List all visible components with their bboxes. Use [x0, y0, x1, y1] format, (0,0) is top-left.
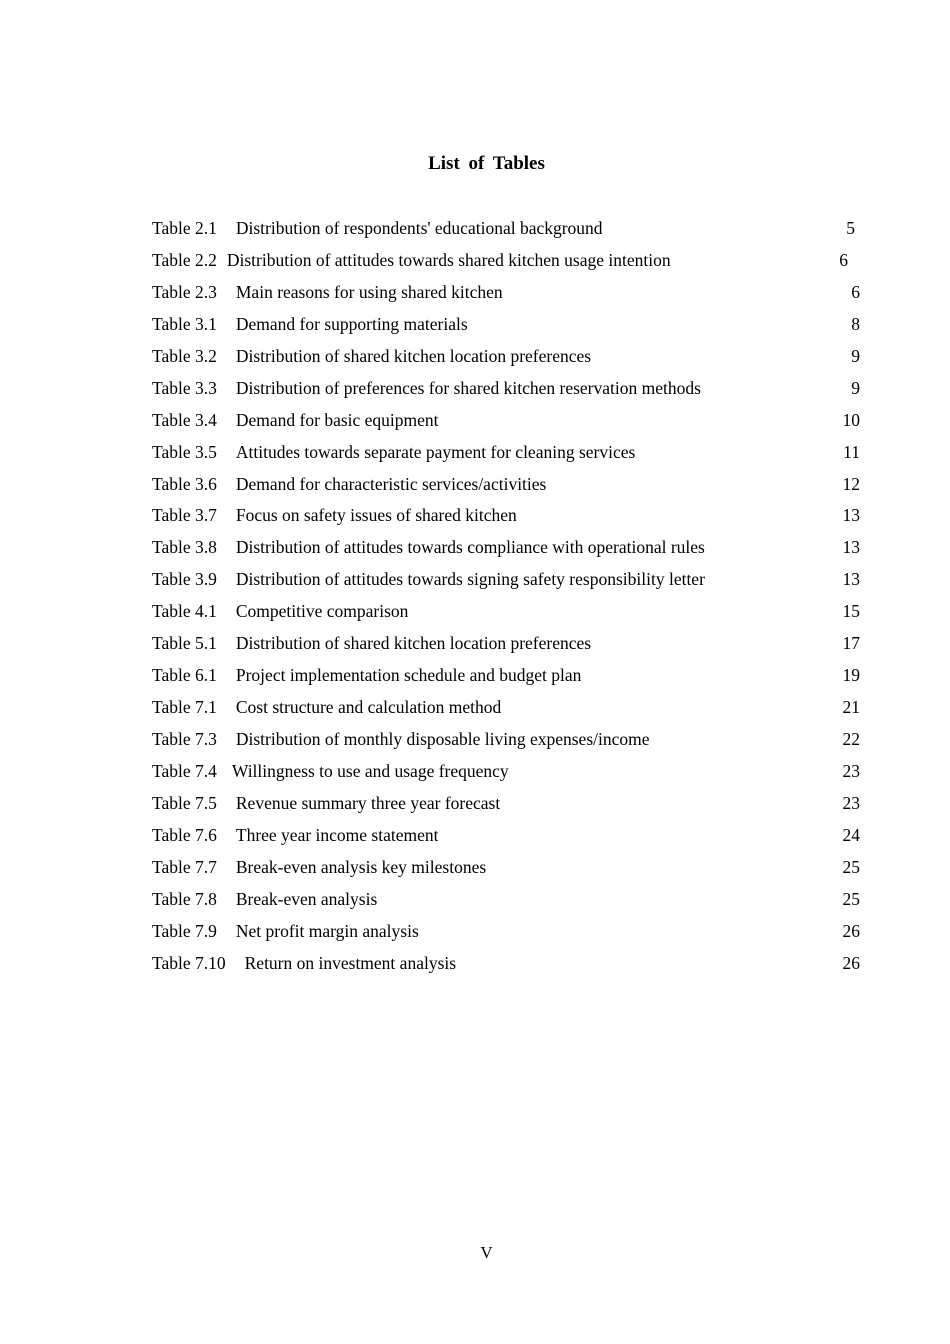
toc-entry-label: Table 3.2 [152, 345, 217, 366]
toc-entry-label: Table 7.5 [152, 792, 217, 813]
toc-entry[interactable] [152, 758, 860, 790]
toc-entry[interactable] [152, 726, 860, 758]
toc-entry[interactable] [152, 950, 860, 982]
toc-entry[interactable] [152, 502, 860, 534]
toc-entry-title: Distribution of attitudes towards shared kitchen usage intention [226, 249, 671, 270]
toc-entry[interactable] [152, 534, 860, 566]
toc-entry-label: Table 7.1 [152, 697, 217, 718]
toc-entry-label: Table 2.3 [152, 281, 217, 302]
toc-entry-page: 9 [851, 345, 860, 366]
toc-entry-title: Demand for characteristic services/activities [235, 473, 547, 494]
toc-entry-title: Break-even analysis key milestones [235, 856, 487, 877]
toc-entry-page: 17 [842, 633, 860, 654]
toc-entry-label: Table 3.1 [152, 313, 217, 334]
toc-entry-page: 13 [842, 505, 860, 526]
toc-entry[interactable] [152, 247, 860, 279]
toc-entry-label: Table 3.7 [152, 505, 217, 526]
toc-entry[interactable] [152, 854, 860, 886]
toc-entry-page: 24 [842, 824, 860, 845]
toc-entry[interactable] [152, 439, 860, 471]
toc-entry-label: Table 2.1 [152, 218, 217, 238]
toc-entry[interactable] [152, 471, 860, 503]
toc-entry-title: Demand for supporting materials [235, 313, 468, 334]
toc-entry-page: 22 [842, 729, 860, 749]
toc-entry-label: Table 4.1 [152, 601, 217, 622]
toc-entry-title: Demand for basic equipment [235, 409, 439, 430]
toc-entry-title: Cost structure and calculation method [235, 697, 502, 718]
toc-entry[interactable] [152, 822, 860, 854]
toc-entry-title: Main reasons for using shared kitchen [235, 281, 503, 302]
toc-entry-page: 12 [842, 473, 860, 494]
toc-entry-title: Project implementation schedule and budget plan [235, 665, 582, 686]
toc-entry[interactable] [152, 630, 860, 662]
toc-entry-page: 23 [842, 760, 860, 781]
toc-entry-page: 5 [846, 218, 855, 238]
toc-entry-page: 15 [842, 601, 860, 622]
toc-entry-title: Distribution of respondents' educational background [235, 218, 603, 238]
toc-entry[interactable] [152, 694, 860, 726]
toc-entry-label: Table 7.3 [152, 729, 217, 749]
toc-entry-label: Table 3.6 [152, 473, 217, 494]
toc-entry[interactable] [152, 662, 860, 694]
toc-entry-label: Table 7.4 [152, 760, 217, 781]
toc-entry-page: 13 [842, 537, 860, 558]
toc-entry-page: 25 [842, 856, 860, 877]
toc-entry-label: Table 7.8 [152, 888, 217, 909]
toc-entry-title: Return on investment analysis [244, 952, 457, 973]
toc-entry-page: 6 [839, 249, 848, 270]
toc-entry-title: Distribution of shared kitchen location preferences [235, 345, 592, 366]
toc-entry[interactable] [152, 790, 860, 822]
toc-entry[interactable] [152, 918, 860, 950]
page-title: List of Tables [428, 153, 545, 174]
page-number: V [480, 1243, 493, 1262]
toc-entry-label: Table 7.7 [152, 856, 217, 877]
toc-entry-title: Attitudes towards separate payment for cleaning services [235, 441, 636, 462]
toc-entry-label: Table 6.1 [152, 665, 217, 686]
toc-entry-page: 26 [842, 952, 860, 973]
toc-entry-title: Willingness to use and usage frequency [231, 760, 509, 781]
toc-entry-label: Table 7.9 [152, 920, 217, 941]
toc-entry-page: 25 [842, 888, 860, 909]
toc-entry-title: Competitive comparison [235, 601, 409, 622]
toc-entry[interactable] [152, 407, 860, 439]
toc-entry-label: Table 3.3 [152, 377, 217, 398]
toc-entry-label: Table 5.1 [152, 633, 217, 654]
toc-entry-page: 6 [851, 281, 860, 302]
toc-entry-label: Table 3.8 [152, 537, 217, 558]
toc-entry-page: 26 [842, 920, 860, 941]
toc-entry-label: Table 7.6 [152, 824, 217, 845]
toc-entry-label: Table 3.5 [152, 441, 217, 462]
toc-entry-page: 11 [843, 441, 860, 462]
toc-entry-title: Distribution of shared kitchen location preferences [235, 633, 592, 654]
toc-entry-page: 19 [842, 665, 860, 686]
toc-entry[interactable] [152, 598, 860, 630]
toc-entry-label: Table 3.4 [152, 409, 217, 430]
toc-entry[interactable] [152, 375, 860, 407]
toc-entry-label: Table 2.2 [152, 249, 217, 270]
toc-entry-title: Distribution of monthly disposable living expenses/income [235, 729, 650, 749]
toc-entry-title: Break-even analysis [235, 888, 378, 909]
toc-entry-label: Table 3.9 [152, 569, 217, 590]
toc-entry-page: 23 [842, 792, 860, 813]
toc-entry-title: Focus on safety issues of shared kitchen [235, 505, 517, 526]
toc-entry[interactable] [152, 343, 860, 375]
toc-entry-label: Table 7.10 [152, 952, 226, 973]
toc-entry[interactable] [152, 886, 860, 918]
toc-entry[interactable] [152, 279, 860, 311]
toc-entry-page: 8 [851, 313, 860, 334]
toc-entry[interactable] [152, 566, 860, 598]
toc-entry-title: Three year income statement [235, 824, 439, 845]
table-list [152, 215, 860, 982]
toc-entry-title: Distribution of preferences for shared kitchen reservation methods [235, 377, 701, 398]
toc-entry-title: Net profit margin analysis [235, 920, 419, 941]
toc-entry-title: Revenue summary three year forecast [235, 792, 501, 813]
toc-entry[interactable] [152, 215, 860, 247]
toc-entry[interactable] [152, 311, 860, 343]
toc-entry-title: Distribution of attitudes towards compliance with operational rules [235, 537, 705, 558]
toc-entry-page: 21 [842, 697, 860, 718]
toc-entry-page: 9 [851, 377, 860, 398]
toc-entry-page: 13 [842, 569, 860, 590]
toc-entry-title: Distribution of attitudes towards signing safety responsibility letter [235, 569, 705, 590]
toc-entry-page: 10 [842, 409, 860, 430]
